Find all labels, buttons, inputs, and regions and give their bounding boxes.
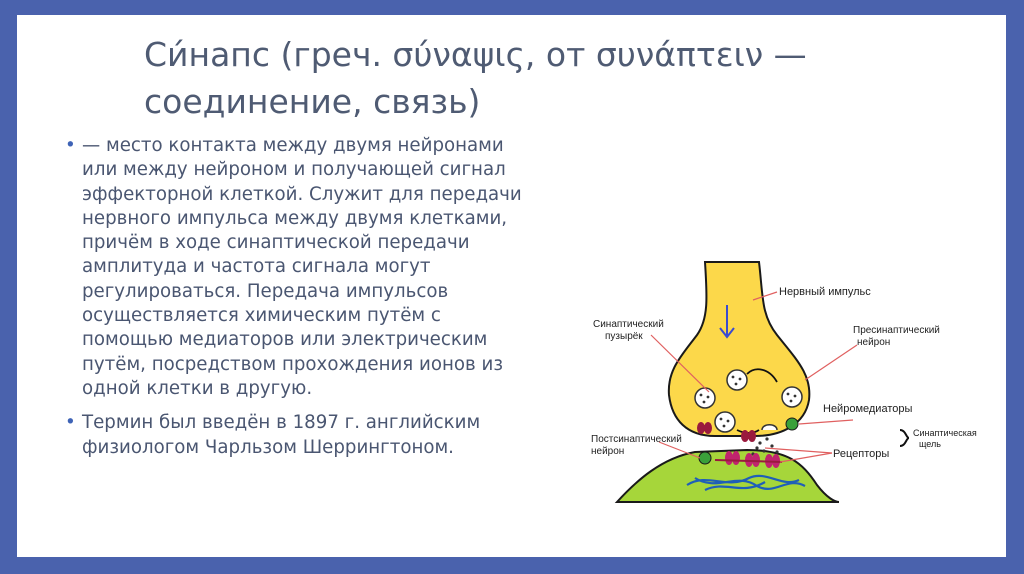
- bullet-marker: •: [65, 412, 76, 434]
- label-postsynaptic-line2: нейрон: [591, 446, 625, 457]
- label-postsynaptic-line1: Постсинаптический: [591, 434, 682, 445]
- postsynaptic-green-dot: [699, 452, 711, 464]
- label-vesicle-line2: пузырёк: [605, 331, 643, 342]
- label-vesicle-line1: Синаптический: [593, 319, 664, 330]
- cleft-bracket-icon: [900, 430, 909, 446]
- label-neuromediators: Нейромедиаторы: [823, 403, 913, 415]
- label-receptors: Рецепторы: [833, 448, 890, 460]
- slide-title: Си́напс (греч. σύναψις, от συνάπτειν — соединение, связь): [144, 35, 807, 121]
- slide: [17, 15, 1006, 557]
- label-presynaptic-line1: Пресинаптический: [853, 325, 940, 336]
- label-presynaptic-line2: нейрон: [857, 337, 891, 348]
- synapse-diagram: [577, 240, 977, 520]
- exocytosis-vesicle: [762, 425, 777, 430]
- label-cleft-line2: щель: [919, 439, 941, 449]
- label-nerve-impulse: Нервный импульс: [779, 286, 871, 298]
- bullet-text: Термин был введён в 1897 г. английским физиологом Чарльзом Шеррингтоном.: [82, 412, 481, 458]
- bullet-list: [65, 134, 535, 470]
- bullet-item: [65, 134, 535, 401]
- neuromediator-green-dot: [786, 418, 798, 430]
- bullet-text: — место контакта между двумя нейронами или между нейроном и получающей сигнал эффекторной клеткой. Служит для передачи нервного импульса между двумя клетками, причём в ходе синаптической передачи амплитуда и частота сигнала могут регулироваться. Передача импульсов осуществляется химическим путём с помощью медиаторов или электрическим путём, посредством прохождения ионов из одной клетки в другую.: [82, 135, 522, 399]
- bullet-marker: •: [65, 135, 76, 156]
- label-cleft-line1: Синаптическая: [913, 428, 977, 438]
- bullet-item: [65, 411, 535, 460]
